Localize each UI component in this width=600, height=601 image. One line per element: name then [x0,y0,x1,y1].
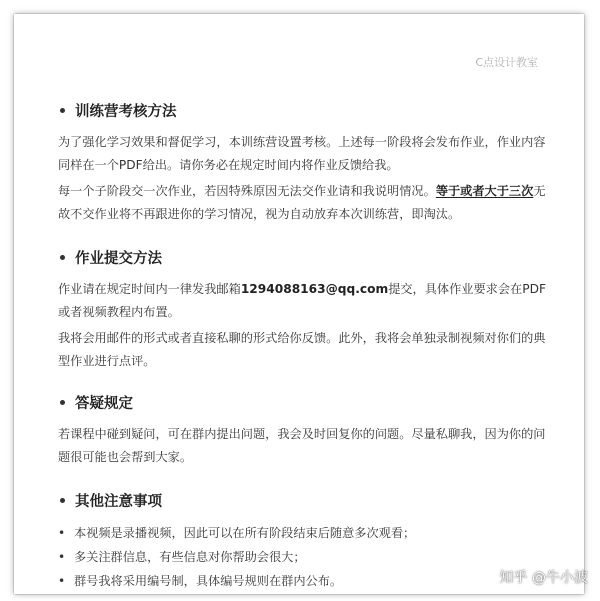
list-item-text: 本视频是录播视频，因此可以在所有阶段结束后随意多次观看； [74,526,416,540]
bullet-dot-icon [60,108,65,113]
paragraph: 若课程中碰到疑问，可在群内提出问题，我会及时回复你的问题。尽量私聊我，因为你的问题很可能也会帮到大家。 [58,427,546,464]
bullet-icon: • [58,550,66,564]
text: 无故不交作业将不再跟进你的学习情况，视为自动放弃本次训练营，即淘汰。 [58,184,546,221]
text: 提交，具体作业要求会在PDF或者视频教程内布置。 [58,282,546,319]
watermark: 知乎 @牛小波 [499,570,588,586]
section-assessment [58,100,550,229]
bullet-icon: • [58,574,66,588]
section-title: 作业提交方法 [75,251,162,267]
paragraph [58,180,550,225]
section-notes [58,490,550,593]
section-title: 训练营考核方法 [75,104,177,120]
email-address: 1294088163@qq.com [240,282,389,296]
bullet-dot-icon [60,255,65,260]
bullet-dot-icon [60,400,65,405]
paragraph: 为了强化学习效果和督促学习，本训练营设置考核。上述每一阶段将会发布作业，作业内容同样在一个PDF给出。请你务必在规定时间内将作业反馈给我。 [58,135,546,172]
section-title: 其他注意事项 [75,494,162,510]
list-item [58,545,550,569]
highlighted-text: 等于或者大于三次 [435,184,534,198]
bullet-dot-icon [60,498,65,503]
section-heading [58,392,550,413]
brand-label: C点设计教室 [475,56,538,69]
list-item [58,521,550,545]
bullet-icon: • [58,526,66,540]
paragraph: 我将会用邮件的形式或者直接私聊的形式给你反馈。此外，我将会单独录制视频对你们的典型作业进行点评。 [58,331,546,368]
list-item [58,569,550,593]
section-heading [58,100,550,121]
section-qa [58,392,550,472]
document-page [14,14,584,594]
paragraph [58,278,550,323]
section-heading [58,490,550,511]
text: 每一个子阶段交一次作业，若因特殊原因无法交作业请和我说明情况。 [58,184,436,198]
text: 作业请在规定时间内一律发我邮箱 [58,282,241,296]
list-item-text: 群号我将采用编号制，具体编号规则在群内公布。 [74,574,343,588]
section-title: 答疑规定 [75,396,133,412]
section-heading [58,247,550,268]
list-item-text: 多关注群信息，有些信息对你帮助会很大； [74,550,306,564]
section-submission [58,247,550,376]
